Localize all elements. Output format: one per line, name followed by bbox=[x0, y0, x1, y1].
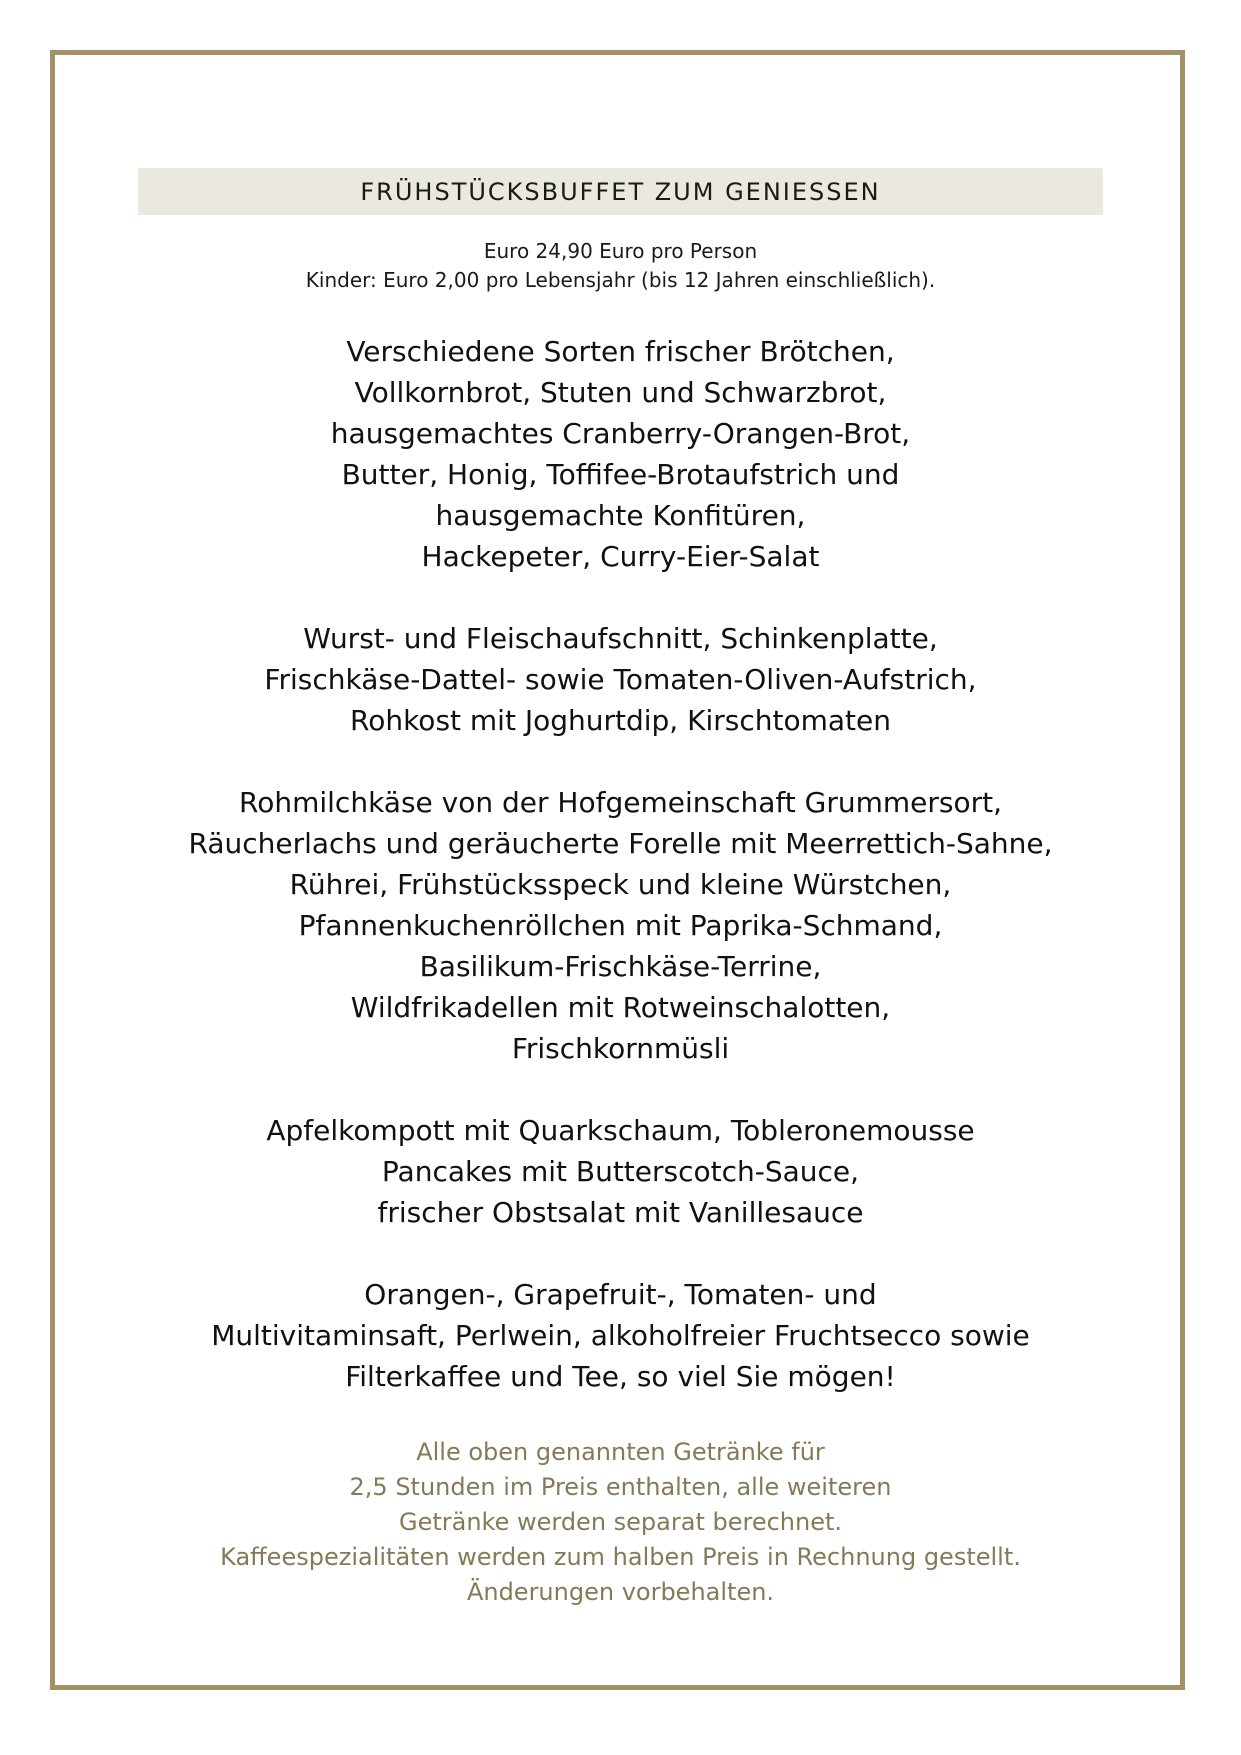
menu-line: Pfannenkuchenröllchen mit Paprika-Schmand, bbox=[298, 909, 943, 942]
menu-line: Räucherlachs und geräucherte Forelle mit Meerrettich-Sahne, bbox=[188, 827, 1053, 860]
menu-list bbox=[0, 331, 1241, 1397]
note-line: 2,5 Stunden im Preis enthalten, alle weiteren bbox=[349, 1473, 892, 1501]
note-line: Änderungen vorbehalten. bbox=[466, 1578, 775, 1606]
menu-line: Frischkornmüsli bbox=[511, 1032, 730, 1065]
menu-line: Filterkaffee und Tee, so viel Sie mögen! bbox=[345, 1360, 896, 1393]
menu-group-warm-dishes bbox=[0, 782, 1241, 1069]
menu-line: Rohmilchkäse von der Hofgemeinschaft Grummersort, bbox=[239, 786, 1002, 819]
page-title: FRÜHSTÜCKSBUFFET ZUM GENIESSEN bbox=[360, 177, 881, 206]
menu-line: Pancakes mit Butterscotch-Sauce, bbox=[381, 1155, 860, 1188]
menu-line: Basilikum-Frischkäse-Terrine, bbox=[419, 950, 822, 983]
menu-line: Rührei, Frühstücksspeck und kleine Würstchen, bbox=[289, 868, 952, 901]
menu-line: Rohkost mit Joghurtdip, Kirschtomaten bbox=[350, 704, 891, 737]
drinks-note bbox=[0, 1435, 1241, 1610]
price-adult: Euro 24,90 Euro pro Person bbox=[483, 239, 758, 263]
menu-line: hausgemachte Konfitüren, bbox=[435, 499, 806, 532]
menu-line: Frischkäse-Dattel- sowie Tomaten-Oliven-Aufstrich, bbox=[264, 663, 977, 696]
menu-line: Orangen-, Grapefruit-, Tomaten- und bbox=[364, 1278, 877, 1311]
menu-line: Apfelkompott mit Quarkschaum, Tobleronemousse bbox=[266, 1114, 975, 1147]
menu-line: frischer Obstsalat mit Vanillesauce bbox=[377, 1196, 864, 1229]
menu-line: Vollkornbrot, Stuten und Schwarzbrot, bbox=[354, 376, 887, 409]
note-line: Kaffeespezialitäten werden zum halben Preis in Rechnung gestellt. bbox=[220, 1543, 1021, 1571]
menu-group-bread bbox=[0, 331, 1241, 577]
menu-line: Multivitaminsaft, Perlwein, alkoholfreier Fruchtsecco sowie bbox=[211, 1319, 1030, 1352]
note-line: Alle oben genannten Getränke für bbox=[416, 1438, 825, 1466]
menu-group-drinks bbox=[0, 1274, 1241, 1397]
menu-line: Verschiedene Sorten frischer Brötchen, bbox=[346, 335, 895, 368]
note-line: Getränke werden separat berechnet. bbox=[398, 1508, 843, 1536]
menu-line: Hackepeter, Curry-Eier-Salat bbox=[421, 540, 820, 573]
menu-line: Butter, Honig, Toffifee-Brotaufstrich und bbox=[341, 458, 900, 491]
menu-group-cold-cuts bbox=[0, 618, 1241, 741]
menu-line: hausgemachtes Cranberry-Orangen-Brot, bbox=[330, 417, 911, 450]
menu-group-desserts bbox=[0, 1110, 1241, 1233]
menu-line: Wurst- und Fleischaufschnitt, Schinkenplatte, bbox=[303, 622, 938, 655]
title-band bbox=[138, 168, 1103, 215]
price-children: Kinder: Euro 2,00 pro Lebensjahr (bis 12 Jahren einschließlich). bbox=[305, 268, 936, 292]
price-info bbox=[0, 237, 1241, 295]
menu-line: Wildfrikadellen mit Rotweinschalotten, bbox=[350, 991, 891, 1024]
